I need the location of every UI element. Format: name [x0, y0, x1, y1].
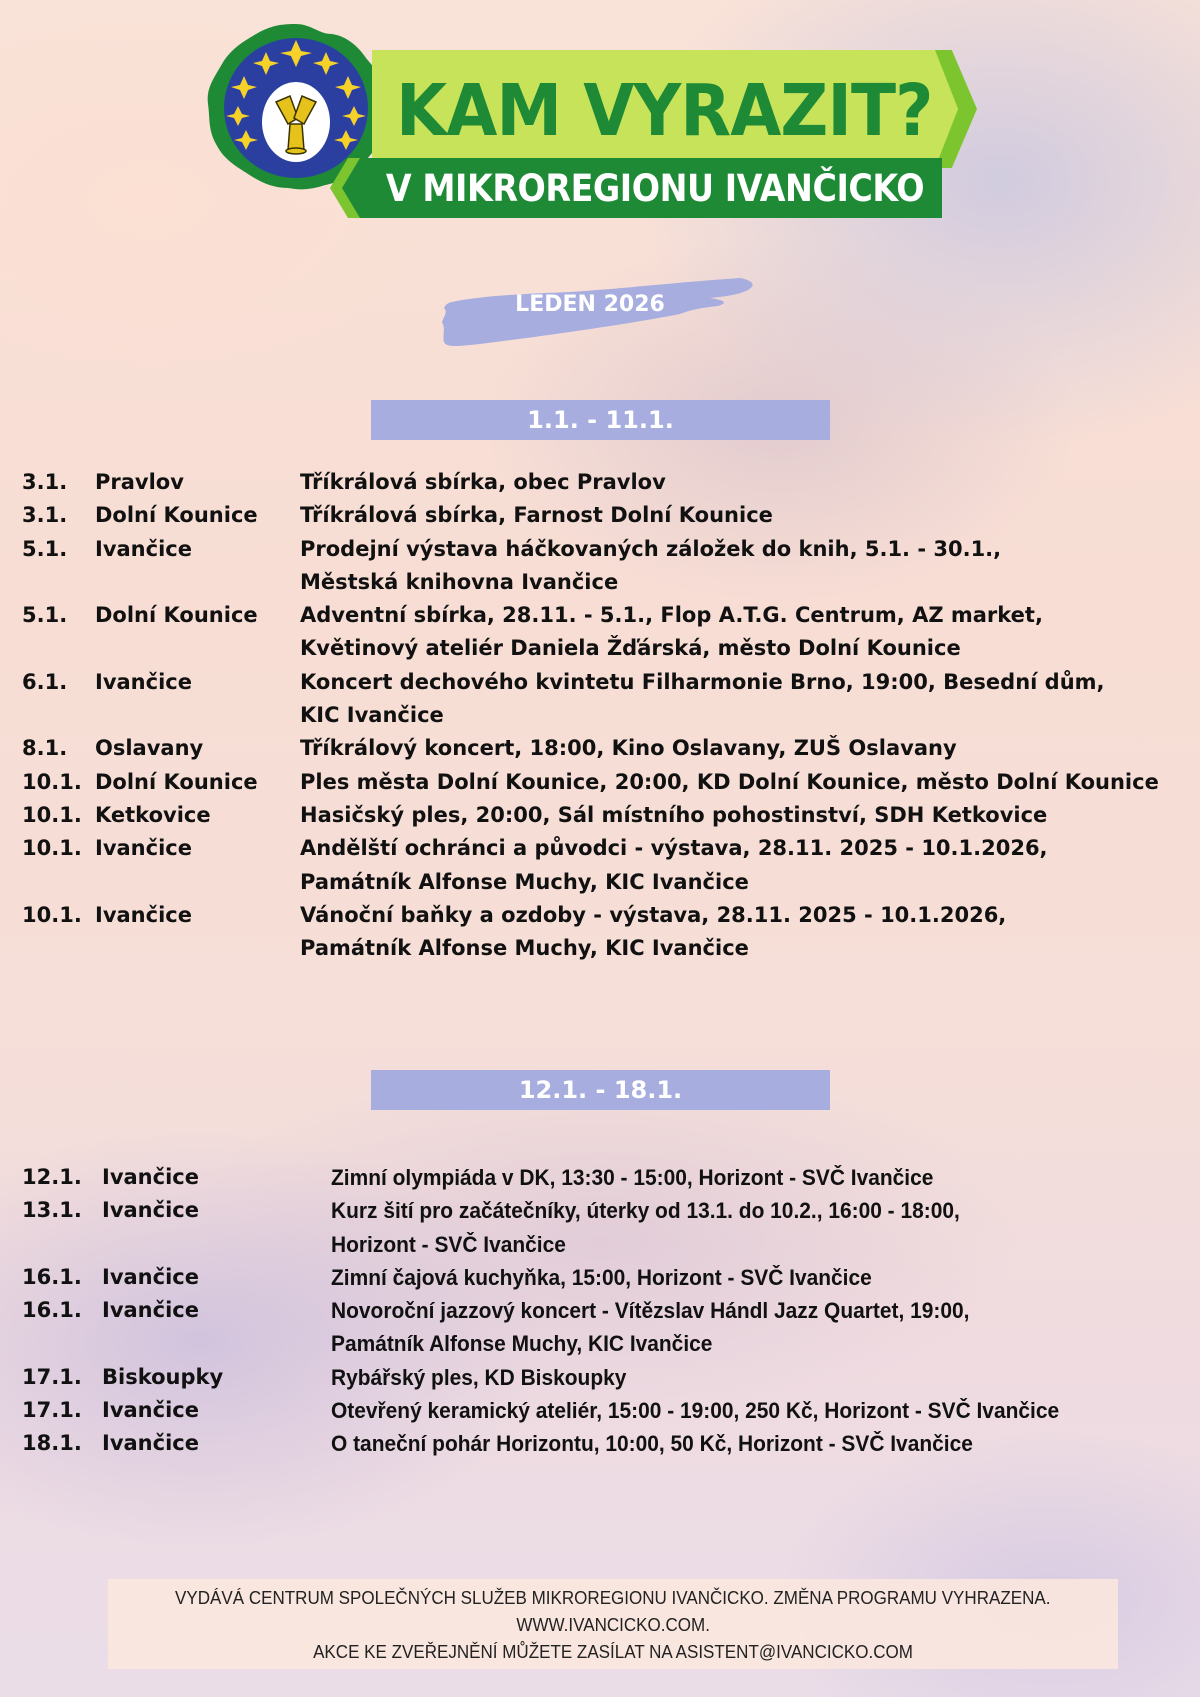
website-link[interactable]: WWW.IVANCICKO.COM. [516, 1613, 710, 1635]
event-date: 10.1. [22, 902, 82, 927]
event-row [0, 670, 1200, 703]
event-description: Ples města Dolní Kounice, 20:00, KD Dolní Kounice, město Dolní Kounice [300, 769, 1159, 794]
event-row [0, 803, 1200, 836]
event-date: 3.1. [22, 470, 68, 494]
month-label: LEDEN 2026 [515, 292, 665, 317]
event-place: Oslavany [95, 736, 204, 761]
event-row [0, 603, 1200, 636]
submission-email-note[interactable]: AKCE KE ZVEŘEJNĚNÍ MŮŽETE ZASÍLAT NA ASISTENT@IVANCICKO.COM [313, 1640, 913, 1662]
event-place: Ivančice [102, 1264, 199, 1289]
event-description: Památník Alfonse Muchy, KIC Ivančice [300, 869, 749, 894]
event-date: 3.1. [22, 503, 68, 528]
event-row [0, 1265, 1200, 1298]
event-list-week-2 [0, 1165, 1200, 1465]
event-date: 18.1. [22, 1431, 82, 1456]
event-date: 10.1. [22, 802, 82, 827]
footer-info-box [108, 1579, 1118, 1669]
event-row [0, 1398, 1200, 1431]
event-description: Zimní čajová kuchyňka, 15:00, Horizont - SVČ Ivančice [331, 1264, 872, 1290]
event-row [0, 503, 1200, 536]
event-date: 10.1. [22, 769, 82, 794]
event-date: 10.1. [22, 836, 82, 861]
event-description: Tříkrálová sbírka, obec Pravlov [300, 470, 666, 494]
event-place: Ivančice [102, 1165, 199, 1189]
event-description: Prodejní výstava háčkovaných záložek do knih, 5.1. - 30.1., [300, 536, 1002, 561]
event-row [0, 1298, 1200, 1331]
event-place: Ivančice [95, 536, 192, 561]
event-place: Pravlov [95, 470, 184, 494]
event-row [0, 1198, 1200, 1231]
event-place: Ketkovice [95, 802, 211, 827]
event-row-continuation [0, 936, 1200, 969]
event-row-continuation [0, 703, 1200, 736]
event-row-continuation [0, 636, 1200, 669]
event-row [0, 736, 1200, 769]
event-description: Vánoční baňky a ozdoby - výstava, 28.11. 2025 - 10.1.2026, [300, 902, 1007, 927]
event-place: Dolní Kounice [95, 503, 258, 528]
event-date: 13.1. [22, 1198, 82, 1223]
event-row [0, 1165, 1200, 1198]
event-place: Biskoupky [102, 1364, 224, 1389]
event-row [0, 470, 1200, 503]
event-row [0, 903, 1200, 936]
event-description: Kurz šití pro začátečníky, úterky od 13.1. do 10.2., 16:00 - 18:00, [331, 1198, 960, 1224]
event-date: 16.1. [22, 1264, 82, 1289]
week-range-header: 1.1. - 11.1. [371, 400, 830, 440]
event-description: Památník Alfonse Muchy, KIC Ivančice [331, 1331, 713, 1357]
event-date: 17.1. [22, 1364, 82, 1389]
event-date: 16.1. [22, 1298, 82, 1323]
event-description: Květinový ateliér Daniela Žďárská, město Dolní Kounice [300, 636, 961, 661]
event-place: Ivančice [102, 1198, 199, 1223]
event-place: Ivančice [102, 1431, 199, 1456]
event-description: KIC Ivančice [300, 703, 444, 728]
poster-subtitle: V MIKROREGIONU IVANČICKO [385, 166, 925, 210]
event-description: Zimní olympiáda v DK, 13:30 - 15:00, Horizont - SVČ Ivančice [331, 1165, 934, 1190]
event-description: Otevřený keramický ateliér, 15:00 - 19:00, 250 Kč, Horizont - SVČ Ivančice [331, 1398, 1060, 1424]
event-date: 17.1. [22, 1398, 82, 1423]
event-place: Ivančice [102, 1298, 199, 1323]
header-logo [200, 18, 980, 223]
event-date: 8.1. [22, 736, 68, 761]
event-description: Andělští ochránci a původci - výstava, 28.11. 2025 - 10.1.2026, [300, 836, 1048, 861]
event-description: Městská knihovna Ivančice [300, 569, 619, 594]
event-place: Ivančice [95, 836, 192, 861]
event-row [0, 537, 1200, 570]
event-row [0, 1431, 1200, 1464]
event-date: 12.1. [22, 1165, 82, 1189]
event-place: Dolní Kounice [95, 603, 258, 628]
event-row-continuation [0, 1331, 1200, 1364]
poster-title: KAM VYRAZIT? [396, 68, 933, 152]
event-row-continuation [0, 1232, 1200, 1265]
event-description: O taneční pohár Horizontu, 10:00, 50 Kč, Horizont - SVČ Ivančice [331, 1431, 973, 1457]
event-row [0, 836, 1200, 869]
event-description: Rybářský ples, KD Biskoupky [331, 1364, 627, 1390]
event-row [0, 1365, 1200, 1398]
event-description: Tříkrálová sbírka, Farnost Dolní Kounice [300, 503, 773, 528]
event-description: Koncert dechového kvintetu Filharmonie Brno, 19:00, Besední dům, [300, 669, 1105, 694]
event-date: 5.1. [22, 536, 68, 561]
event-row-continuation [0, 570, 1200, 603]
event-place: Ivančice [102, 1398, 199, 1423]
event-description: Hasičský ples, 20:00, Sál místního pohostinství, SDH Ketkovice [300, 802, 1048, 827]
event-description: Horizont - SVČ Ivančice [331, 1231, 566, 1257]
event-row [0, 770, 1200, 803]
event-date: 6.1. [22, 669, 68, 694]
event-date: 5.1. [22, 603, 68, 628]
publisher-note: VYDÁVÁ CENTRUM SPOLEČNÝCH SLUŽEB MIKROREGIONU IVANČICKO. ZMĚNA PROGRAMU VYHRAZENA. [175, 1586, 1051, 1608]
event-description: Tříkrálový koncert, 18:00, Kino Oslavany, ZUŠ Oslavany [300, 736, 957, 761]
event-description: Adventní sbírka, 28.11. - 5.1., Flop A.T.G. Centrum, AZ market, [300, 603, 1043, 628]
event-description: Novoroční jazzový koncert - Vítězslav Hándl Jazz Quartet, 19:00, [331, 1298, 970, 1324]
event-place: Ivančice [95, 669, 192, 694]
event-place: Dolní Kounice [95, 769, 258, 794]
event-place: Ivančice [95, 902, 192, 927]
event-row-continuation [0, 870, 1200, 903]
event-description: Památník Alfonse Muchy, KIC Ivančice [300, 936, 749, 961]
week-range-header: 12.1. - 18.1. [371, 1070, 830, 1110]
event-list-week-1 [0, 470, 1200, 969]
